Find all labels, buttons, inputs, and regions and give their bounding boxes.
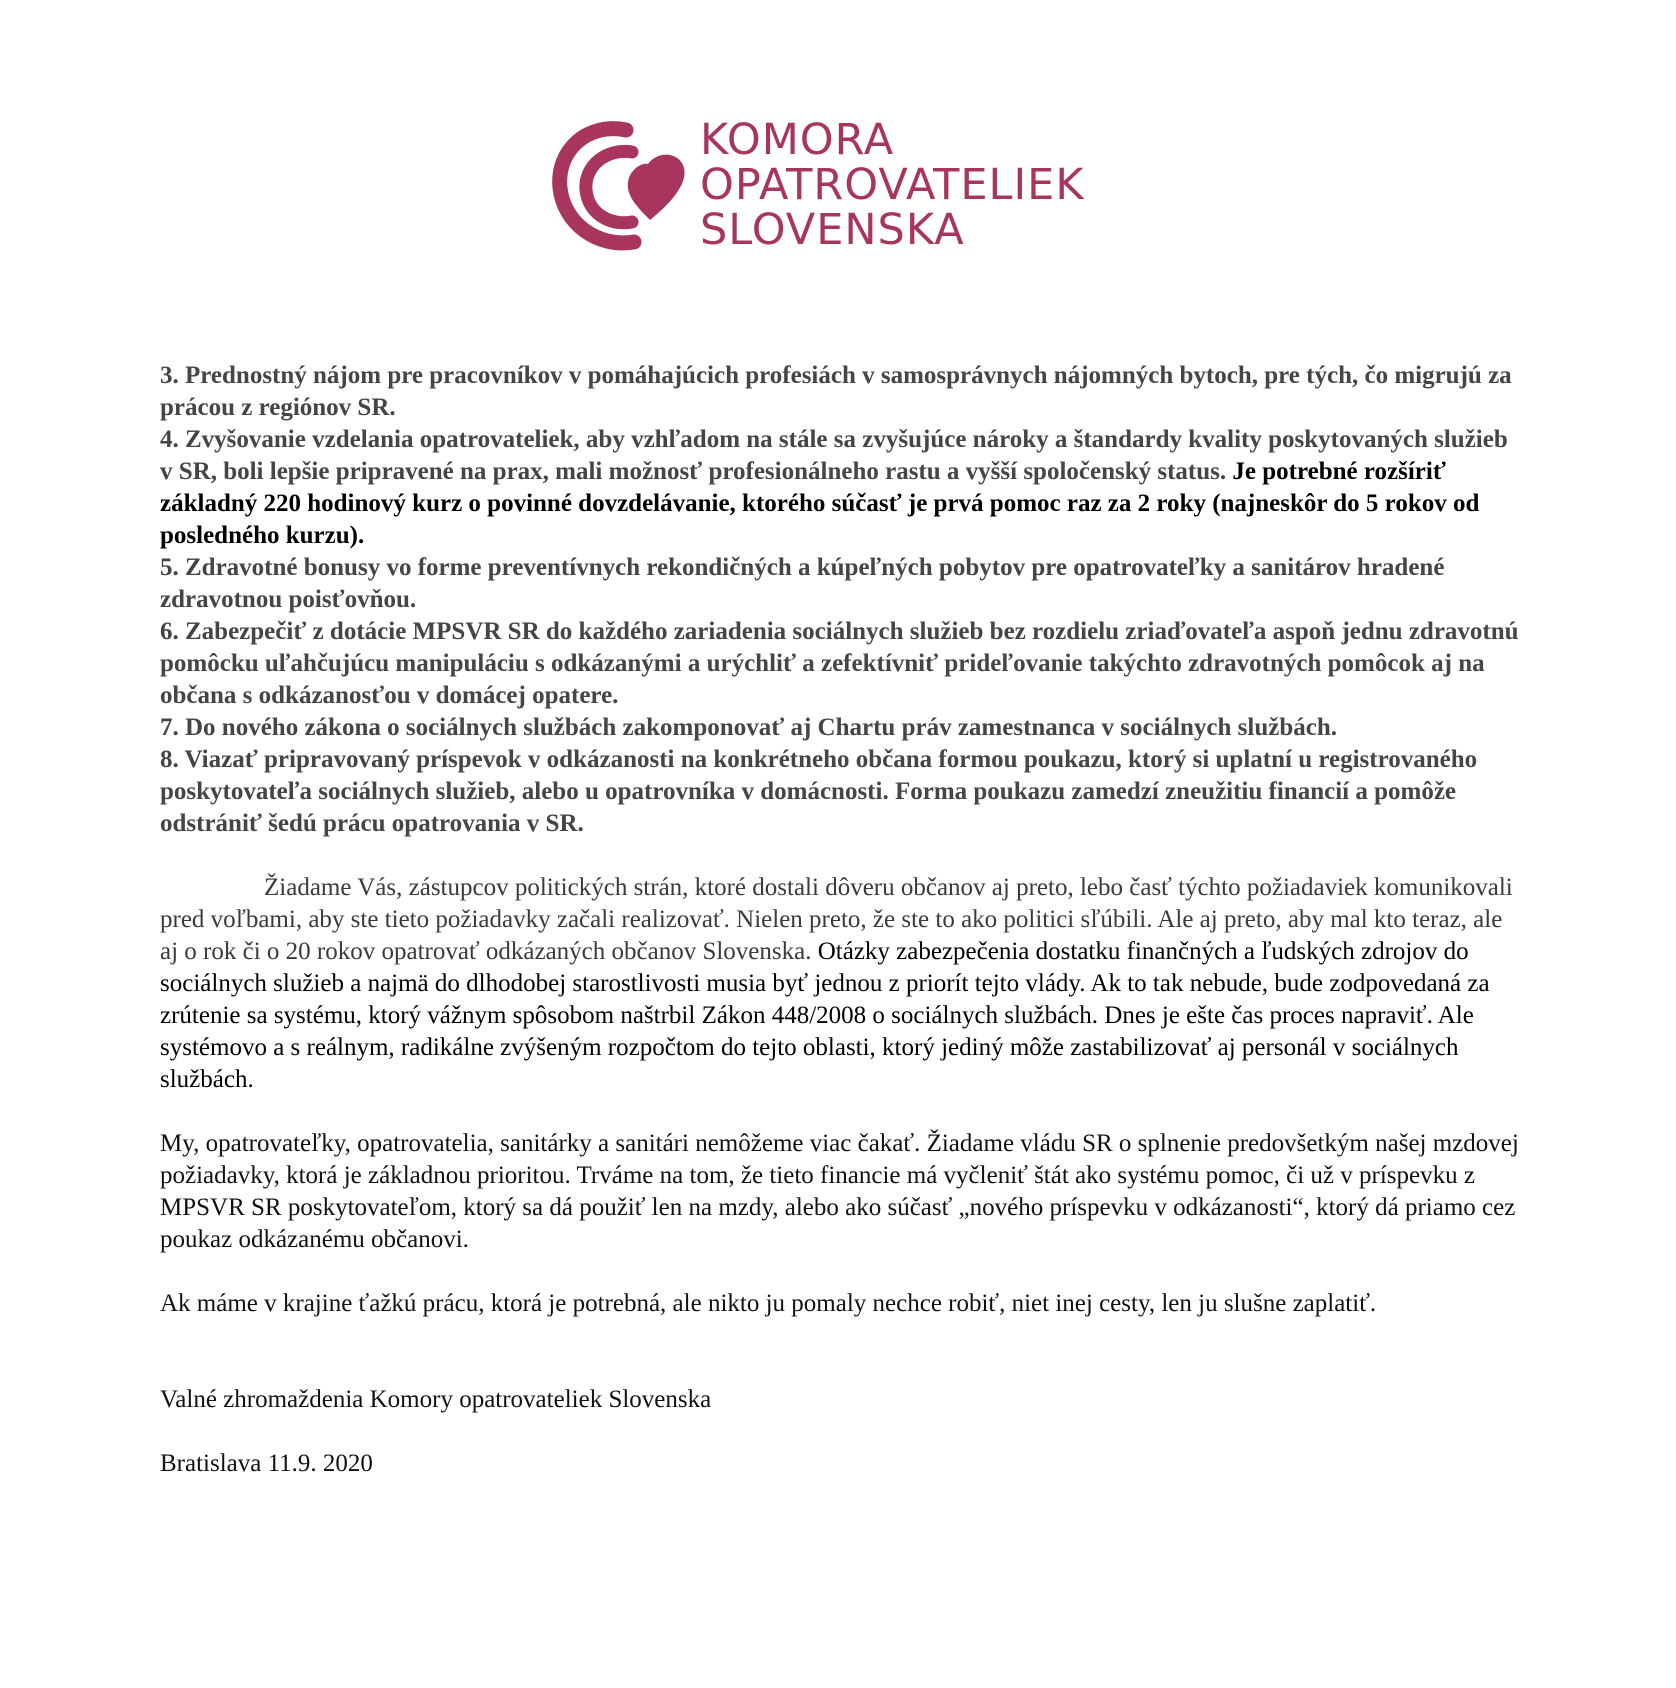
signature: Valné zhromaždenia Komory opatrovateliek Slovenska <box>160 1386 712 1413</box>
demands-list <box>160 360 1520 840</box>
demand-item-8: 8. Viazať pripravovaný príspevok v odkázanosti na konkrétneho občana formou poukazu, ktorý si uplatní u registrovaného poskytovateľa sociálnych služieb, alebo u opatrovníka v domácnosti. Forma poukazu zamedzí zneužitiu financií a pomôže odstrániť šedú prácu opatrovania v SR. <box>160 746 1478 837</box>
demand-item-5: 5. Zdravotné bonusy vo forme preventívnych rekondičných a kúpeľných pobytov pre opatrovateľky a sanitárov hradené zdravotnou poisťovňou. <box>160 554 1445 613</box>
logo-line-3: SLOVENSKA <box>700 205 965 255</box>
demand-item-3: 3. Prednostný nájom pre pracovníkov v pomáhajúcich profesiách v samosprávnych nájomných bytoch, pre tých, čo migrujú za prácou z regiónov SR. <box>160 362 1512 421</box>
demand-item-6: 6. Zabezpečiť z dotácie MPSVR SR do každého zariadenia sociálnych služieb bez rozdielu zriaďovateľa aspoň jednu zdravotnú pomôcku uľahčujúcu manipuláciu s odkázanými a urýchliť a zefektívniť prideľovanie takýchto zdravotných pomôcok aj na občana s odkázanosťou v domácej opatere. <box>160 618 1519 709</box>
demand-emphasis: Je potrebné rozšíriť základný 220 hodinový kurz o povinné dovzdelávanie, ktorého súčasť je prvá pomoc raz za 2 roky (najneskôr do 5 rokov od posledného kurzu). <box>160 458 1480 549</box>
demand-item-4: 4. Zvyšovanie vzdelania opatrovateliek, aby vzhľadom na stále sa zvyšujúce nároky a štandardy kvality poskytovaných služieb v SR, boli lepšie pripravené na prax, mali možnosť profesionálneho rastu a vyšší spoločenský status. Je potrebné rozšíriť základný 220 hodinový kurz o povinné dovzdelávanie, ktorého súčasť je prvá pomoc raz za 2 roky (najneskôr do 5 rokov od posledného kurzu). <box>160 426 1508 549</box>
closing-paragraph: Ak máme v krajine ťažkú prácu, ktorá je potrebná, ale nikto ju pomaly nechce robiť, niet inej cesty, len ju slušne zaplatiť. <box>160 1290 1377 1317</box>
organization-logo <box>548 116 1118 256</box>
logo-line-1: KOMORA <box>700 115 895 165</box>
heart-swirl-logo-icon <box>548 116 708 256</box>
demand-item-7: 7. Do nového zákona o sociálnych službách zakomponovať aj Chartu práv zamestnanca v sociálnych službách. <box>160 714 1338 741</box>
place-date: Bratislava 11.9. 2020 <box>160 1450 373 1477</box>
letter-body <box>160 360 1520 1480</box>
logo-line-2: OPATROVATELIEK <box>700 160 1085 210</box>
appeal-paragraph: Žiadame Vás, zástupcov politických strán, ktoré dostali dôveru občanov aj preto, lebo časť týchto požiadaviek komunikovali pred voľbami, aby ste tieto požiadavky začali realizovať. Nielen preto, že ste to ako politici sľúbili. Ale aj preto, aby mal kto teraz, ale aj o rok či o 20 rokov opatrovať odkázaných občanov Slovenska. Otázky zabezpečenia dostatku finančných a ľudských zdrojov do sociálnych služieb a najmä do dlhodobej starostlivosti musia byť jednou z priorít tejto vlády. Ak to tak nebude, bude zodpovedaná za zrútenie sa systému, ktorý vážnym spôsobom naštrbil Zákon 448/2008 o sociálnych službách. Dnes je ešte čas proces napraviť. Ale systémovo a s reálnym, radikálne zvýšeným rozpočtom do tejto oblasti, ktorý jediný môže zastabilizovať aj personál v sociálnych službách. <box>160 874 1513 1093</box>
wage-demand-paragraph: My, opatrovateľky, opatrovatelia, sanitárky a sanitári nemôžeme viac čakať. Žiadame vládu SR o splnenie predovšetkým našej mzdovej požiadavky, ktorá je základnou prioritou. Trváme na tom, že tieto financie má vyčleniť štát ako systému pomoc, či už v príspevku z MPSVR SR poskytovateľom, ktorý sa dá použiť len na mzdy, alebo ako súčasť „nového príspevku v odkázanosti“, ktorý dá priamo cez poukaz odkázanému občanovi. <box>160 1130 1519 1253</box>
